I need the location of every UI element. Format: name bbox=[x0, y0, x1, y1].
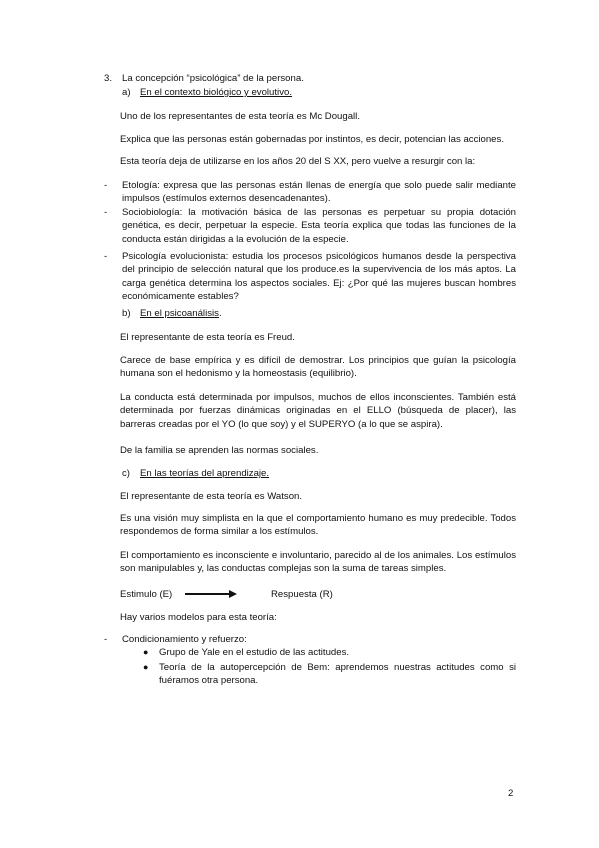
model-bullet-2: Teoría de la autopercepción de Bem: aprendemos nuestras actitudes como si fuéramos otra persona. bbox=[159, 662, 516, 687]
list-dash: - bbox=[104, 180, 108, 191]
subsection-c-letter: c) bbox=[122, 468, 130, 479]
list-item-sociobiologia: Sociobiología: la motivación básica de las personas es perpetuar su propia dotación genética, es decir, perpetuar la especie. Esta teoría explica que todas las funciones de la conducta están dirigidas a la evolución de la especie. bbox=[122, 207, 516, 245]
bullet-icon: ● bbox=[143, 647, 149, 657]
list-item-psicologia-evolucionista: Psicología evolucionista: estudia los procesos psicológicos humanos desde la perspectiva del principio de selección natural que los produce.es la supervivencia de los más aptos. La carga genética determina los aspectos sociales. Ej: ¿Por qué las mujeres buscan hombres económicamente estables? bbox=[122, 251, 516, 303]
paragraph-c-2: Es una visión muy simplista en la que el comportamiento humano es muy predecible. Todos respondemos de forma similar a los estímulos. bbox=[120, 513, 516, 538]
model-title: Condicionamiento y refuerzo: bbox=[122, 634, 247, 645]
paragraph-c-1: El representante de esta teoría es Watson. bbox=[120, 491, 303, 502]
page-number: 2 bbox=[508, 788, 514, 799]
stimulus-label: Estimulo (E) bbox=[120, 589, 173, 600]
subsection-c-title: En las teorías del aprendizaje. bbox=[140, 468, 270, 479]
response-label: Respuesta (R) bbox=[271, 589, 333, 600]
paragraph-a-2: Explica que las personas están gobernadas por instintos, es decir, potencian las acciones. bbox=[120, 134, 504, 145]
model-bullet-1: Grupo de Yale en el estudio de las actitudes. bbox=[159, 647, 350, 658]
paragraph-b-4: De la familia se aprenden las normas sociales. bbox=[120, 445, 319, 456]
paragraph-c-3: El comportamiento es inconsciente e involuntario, parecido al de los animales. Los estímulos son manipulables y, las conductas complejas son la suma de tareas simples. bbox=[120, 550, 516, 575]
paragraph-c-4: Hay varios modelos para esta teoría: bbox=[120, 612, 277, 623]
arrow-line bbox=[185, 593, 230, 595]
list-dash: - bbox=[104, 251, 108, 262]
paragraph-b-1: El representante de esta teoría es Freud. bbox=[120, 332, 295, 343]
paragraph-a-1: Uno de los representantes de esta teoría es Mc Dougall. bbox=[120, 111, 360, 122]
subsection-b-heading bbox=[140, 307, 222, 320]
section-number: 3. bbox=[104, 73, 113, 84]
paragraph-b-2: Carece de base empírica y es difícil de demostrar. Los principios que guían la psicología humana son el hedonismo y la homeostasis (equilibrio). bbox=[120, 355, 516, 380]
section-title: La concepción “psicológica” de la persona. bbox=[122, 73, 304, 84]
paragraph-a-3: Esta teoría deja de utilizarse en los años 20 del S XX, pero vuelve a resurgir con la: bbox=[120, 156, 476, 167]
subsection-a-title: En el contexto biológico y evolutivo. bbox=[140, 87, 292, 98]
arrow-right-icon bbox=[229, 590, 237, 598]
paragraph-b-3: La conducta está determinada por impulsos, muchos de ellos inconscientes. También está determinada por fuerzas dinámicas originadas en el ELLO (búsqueda de placer), las barreras creadas por el YO (lo que soy) y el SUPERYO (a lo que se aspira). bbox=[120, 392, 516, 430]
list-dash: - bbox=[104, 207, 108, 218]
subsection-a-letter: a) bbox=[122, 87, 131, 98]
subsection-b-title-suffix: . bbox=[218, 308, 222, 319]
subsection-b-letter: b) bbox=[122, 308, 131, 319]
subsection-b-title: En el psicoanálisis bbox=[140, 308, 219, 319]
list-item-etologia: Etología: expresa que las personas están llenas de energía que solo puede salir mediante impulsos (estímulos externos desencadenantes). bbox=[122, 180, 516, 205]
list-dash: - bbox=[104, 634, 108, 645]
bullet-icon: ● bbox=[143, 662, 149, 672]
